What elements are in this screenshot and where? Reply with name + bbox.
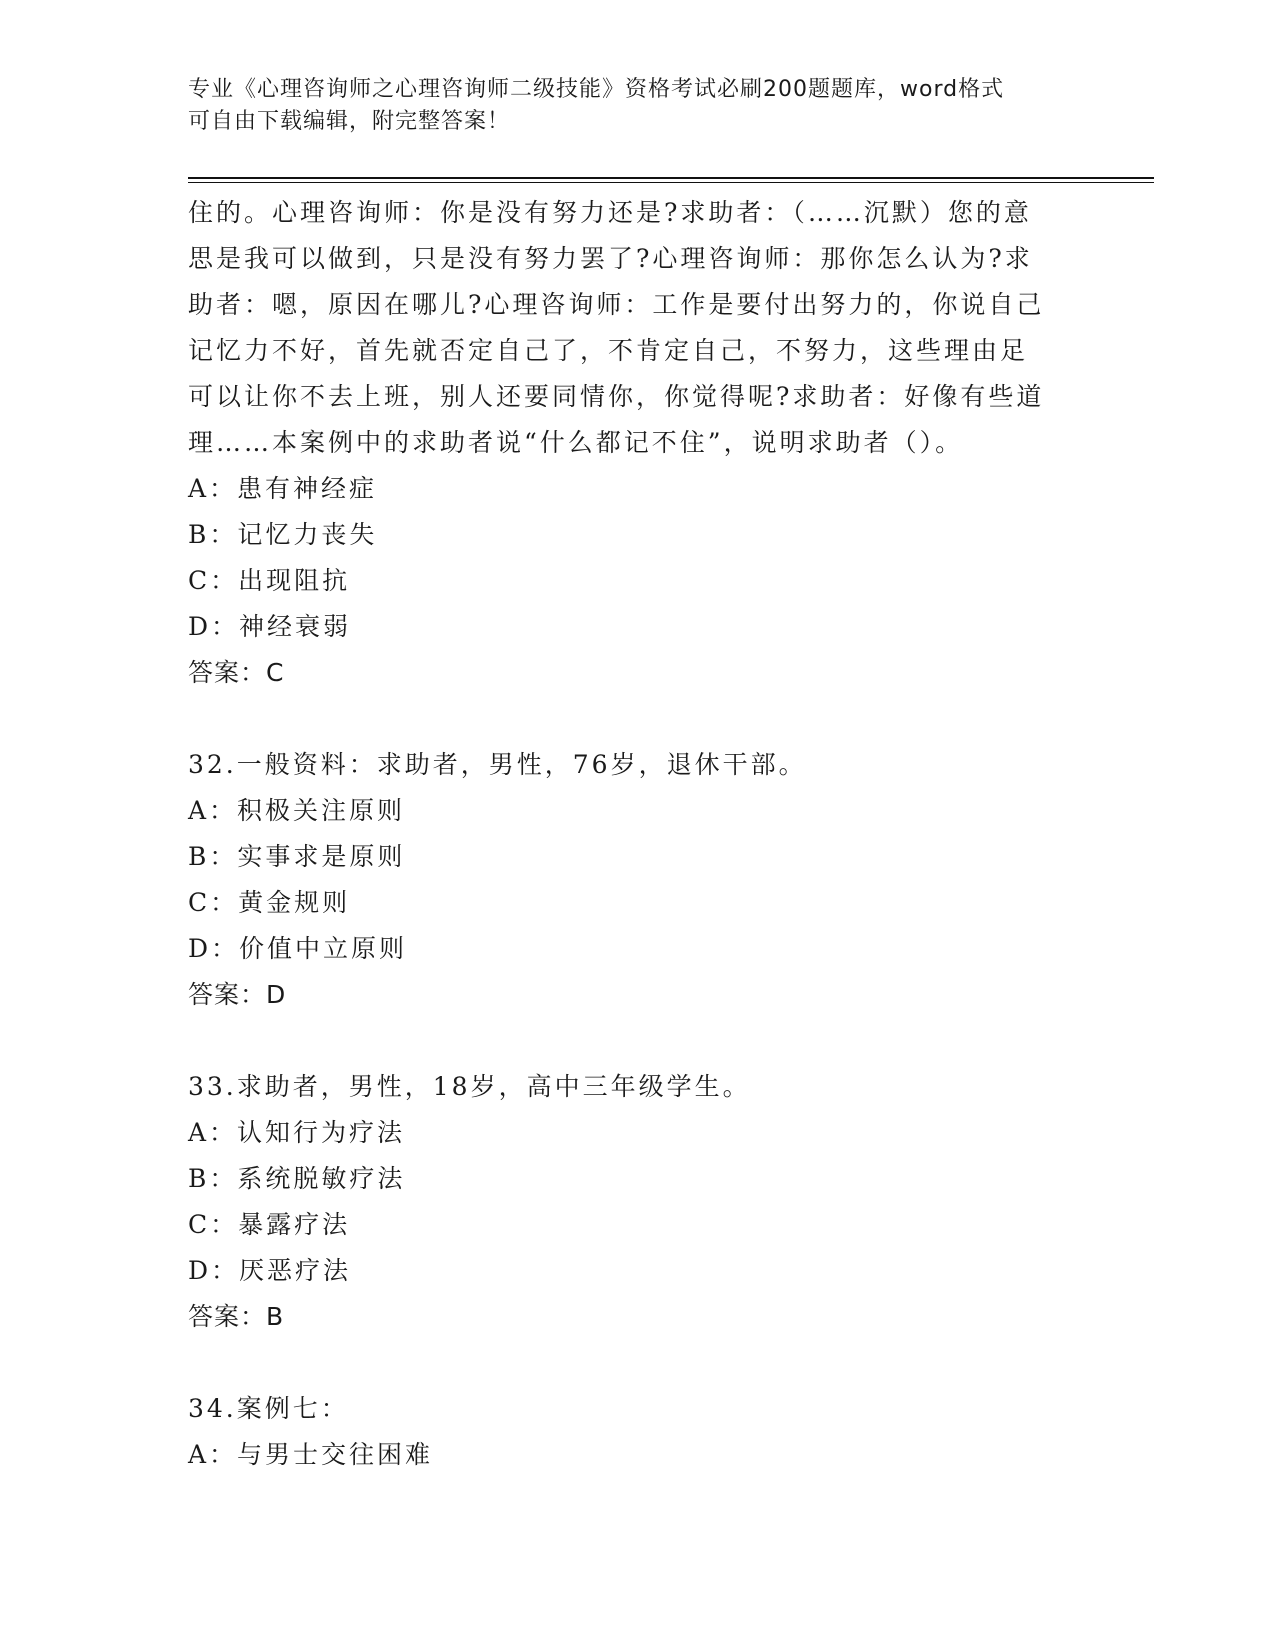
answer-label: 答案：B bbox=[188, 1302, 285, 1331]
passage-line: 住的。心理咨询师：你是没有努力还是?求助者：（……沉默）您的意 bbox=[188, 198, 1032, 227]
option-b: B：实事求是原则 bbox=[188, 842, 406, 871]
passage-line: 记忆力不好，首先就否定自己了，不肯定自己，不努力，这些理由足 bbox=[188, 336, 1029, 365]
option-d: D：厌恶疗法 bbox=[188, 1256, 352, 1285]
question-stem: 34.案例七： bbox=[188, 1394, 349, 1423]
question-34 bbox=[188, 1386, 1088, 1478]
document-body bbox=[188, 190, 1088, 1478]
page-header bbox=[188, 74, 1068, 138]
header-rule-thin bbox=[188, 182, 1154, 183]
answer-label: 答案：C bbox=[188, 658, 285, 687]
option-a: A：认知行为疗法 bbox=[188, 1118, 406, 1147]
passage-line: 理……本案例中的求助者说“什么都记不住”，说明求助者（）。 bbox=[188, 428, 964, 457]
spacer bbox=[188, 1340, 1088, 1386]
passage-line: 可以让你不去上班，别人还要同情你，你觉得呢?求助者：好像有些道 bbox=[188, 382, 1045, 411]
option-a: A：与男士交往困难 bbox=[188, 1440, 434, 1469]
option-d: D：神经衰弱 bbox=[188, 612, 352, 641]
question-stem: 33.求助者，男性，18岁，高中三年级学生。 bbox=[188, 1072, 751, 1101]
header-title-line-1: 专业《心理咨询师之心理咨询师二级技能》资格考试必刷200题题库，word格式 bbox=[188, 77, 1005, 102]
question-31-passage bbox=[188, 190, 1088, 466]
option-b: B：系统脱敏疗法 bbox=[188, 1164, 406, 1193]
option-d: D：价值中立原则 bbox=[188, 934, 408, 963]
passage-line: 助者：嗯，原因在哪儿?心理咨询师：工作是要付出努力的，你说自己 bbox=[188, 290, 1045, 319]
option-c: C：黄金规则 bbox=[188, 888, 351, 917]
header-title-line-2: 可自由下载编辑，附完整答案！ bbox=[188, 109, 511, 134]
question-stem: 32.一般资料：求助者，男性，76岁，退休干部。 bbox=[188, 750, 807, 779]
header-rule-thick bbox=[188, 177, 1154, 179]
question-32 bbox=[188, 742, 1088, 1018]
option-c: C：暴露疗法 bbox=[188, 1210, 351, 1239]
option-c: C：出现阻抗 bbox=[188, 566, 351, 595]
passage-line: 思是我可以做到，只是没有努力罢了?心理咨询师：那你怎么认为?求 bbox=[188, 244, 1033, 273]
option-a: A：患有神经症 bbox=[188, 474, 378, 503]
question-33 bbox=[188, 1064, 1088, 1340]
option-a: A：积极关注原则 bbox=[188, 796, 406, 825]
answer-label: 答案：D bbox=[188, 980, 287, 1009]
spacer bbox=[188, 1018, 1088, 1064]
question-31-options bbox=[188, 466, 1088, 696]
spacer bbox=[188, 696, 1088, 742]
option-b: B：记忆力丧失 bbox=[188, 520, 378, 549]
